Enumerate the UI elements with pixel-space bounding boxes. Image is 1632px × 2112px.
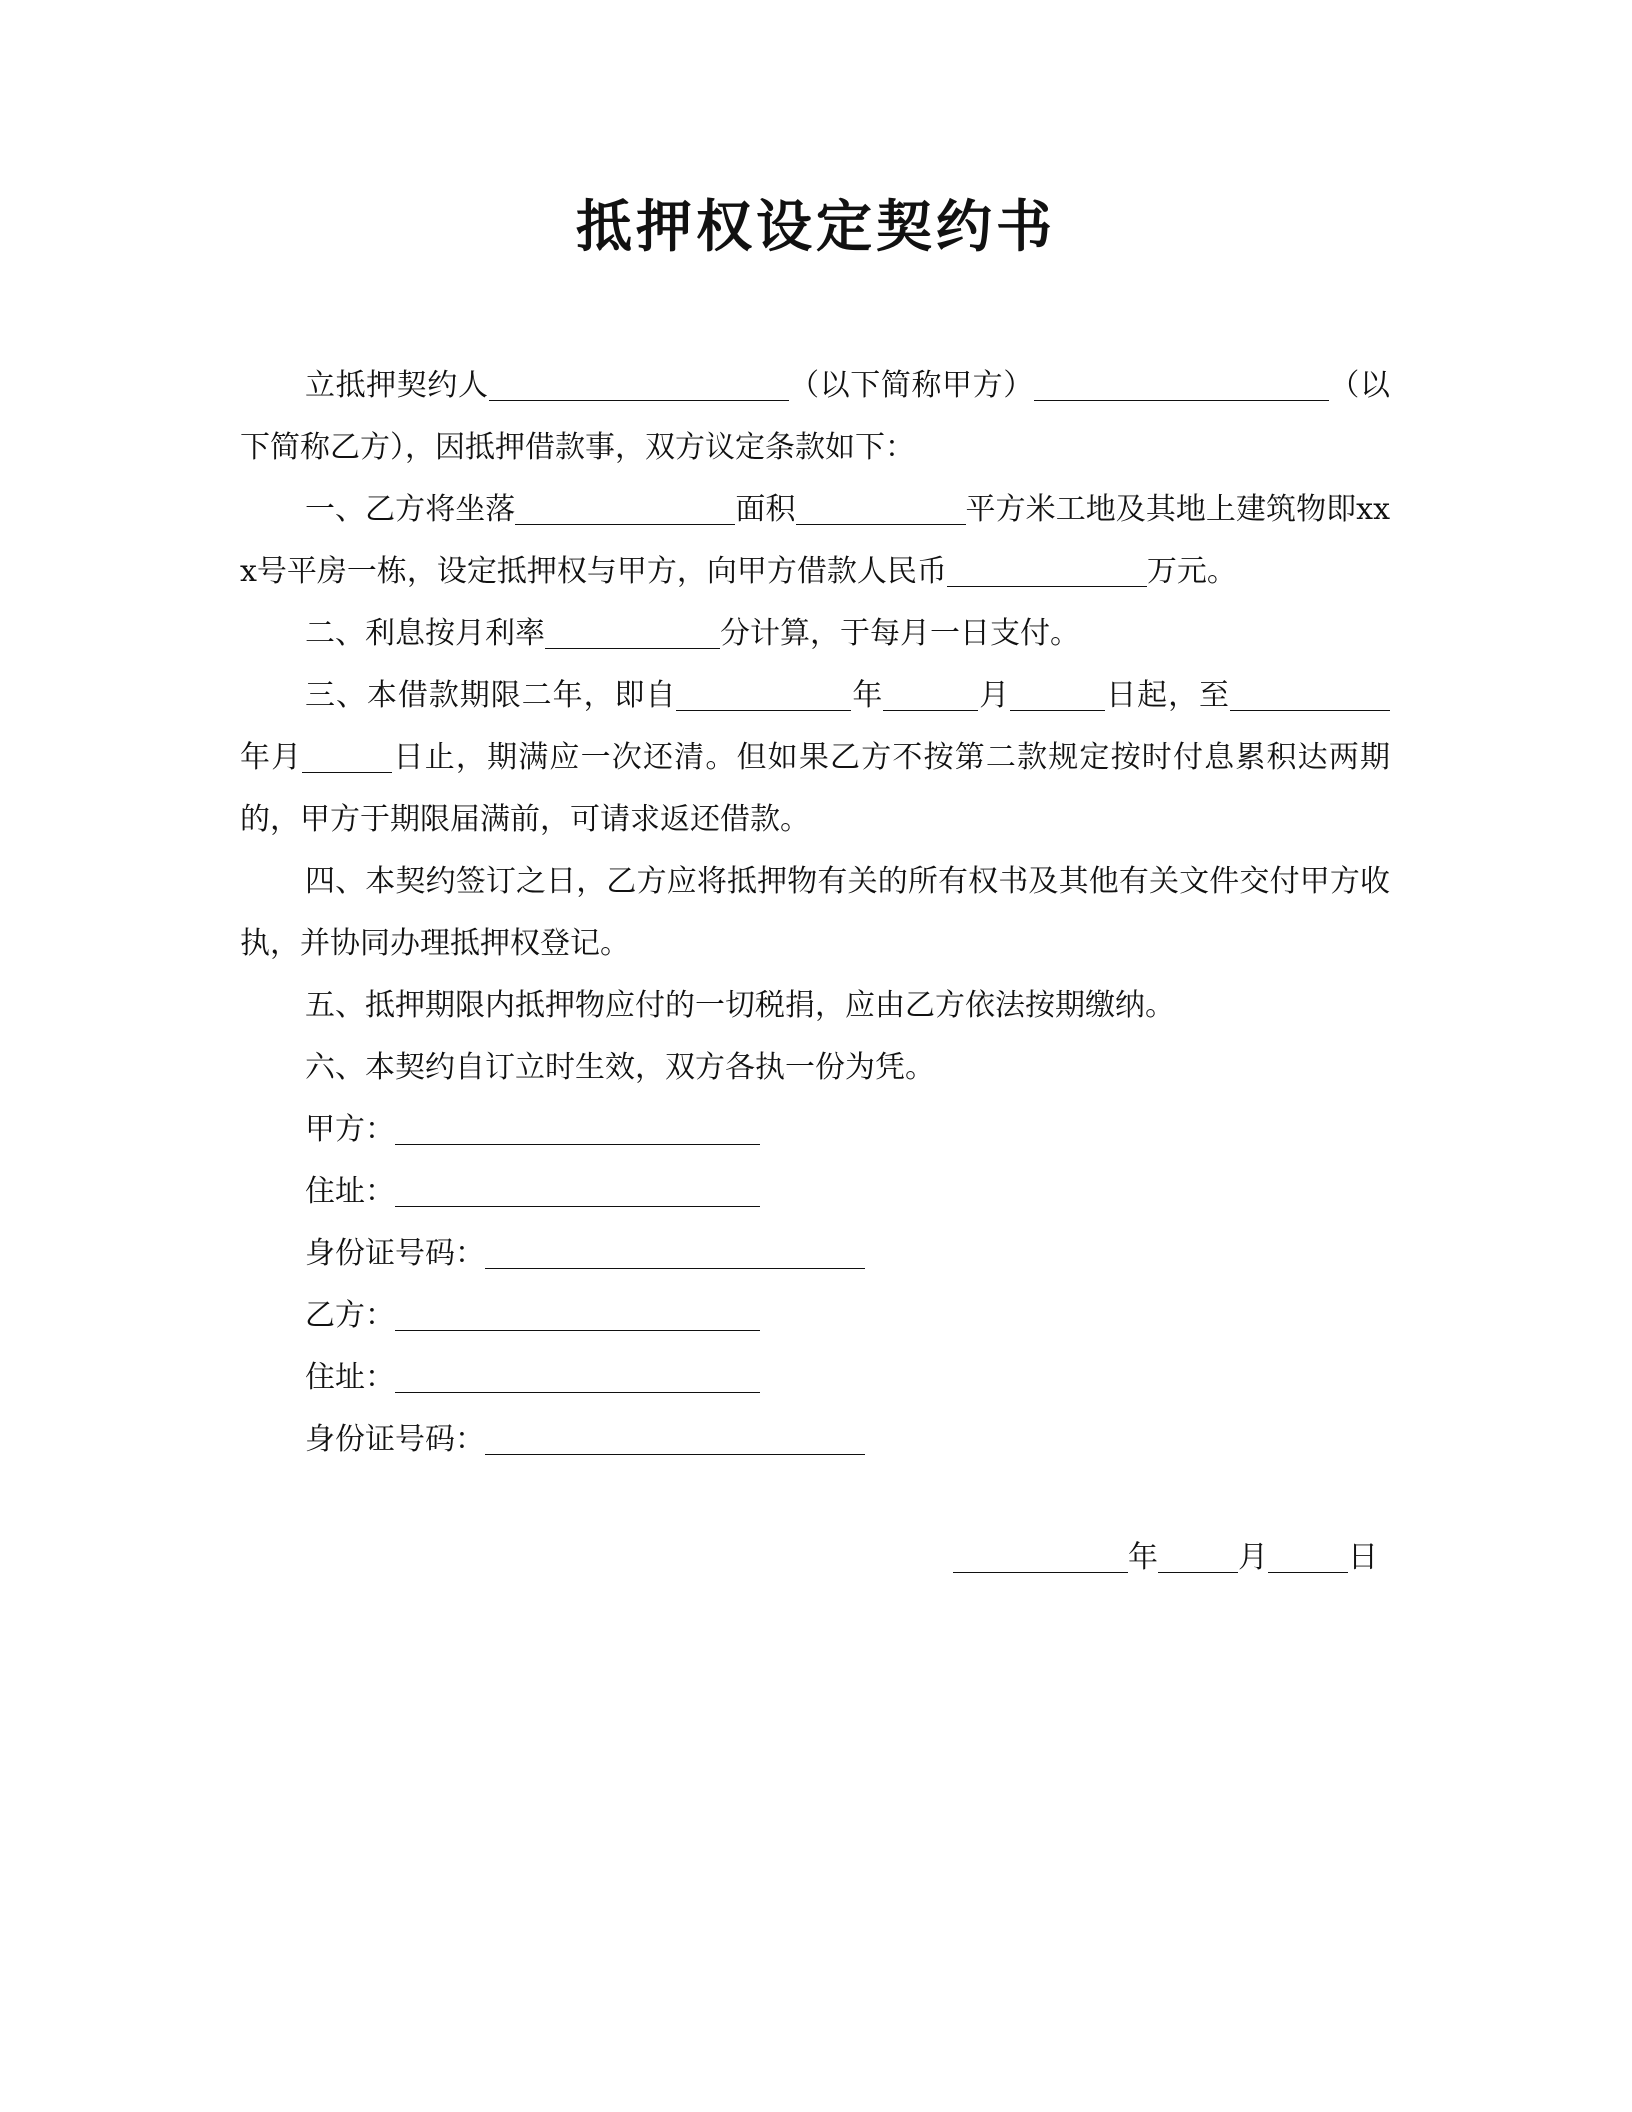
clause-2-text-2: 分计算，于每月一日支付。 [720,616,1080,651]
clause-3-text-7: 日止，期满应一次还清。但如果乙方不按第二款规定按时付息累积达两期的，甲方于期限届满前，可请求返还借款。 [240,740,1391,837]
party-a-name-blank [489,370,789,401]
party-a-signature-blank [395,1114,760,1145]
start-day-blank [1010,680,1105,711]
start-year-blank [676,680,851,711]
party-a-id-label: 身份证号码： [305,1236,485,1271]
party-a-signature-line [240,1099,1390,1161]
clause-1-text-3: 平方米工地及其地上建筑物即xx x号平房一栋，设定抵押权与甲方，向甲方借款人民币 [240,492,1391,589]
intro-paragraph [240,355,1390,479]
party-a-id-blank [485,1238,865,1269]
party-b-id-label: 身份证号码： [305,1422,485,1457]
date-month-label: 月 [1238,1540,1268,1575]
clause-3-text-1: 三、本借款期限二年，即自 [305,678,677,713]
party-a-label: 甲方： [305,1112,395,1147]
party-a-address-label: 住址： [305,1174,395,1209]
date-month-blank [1158,1542,1238,1573]
date-year-label: 年 [1128,1540,1158,1575]
intro-text-2: （以下简称甲方） [788,368,1034,403]
party-b-id-line [240,1409,1390,1471]
clause-2-text-1: 二、利息按月利率 [305,616,545,651]
party-b-signature-blank [395,1300,760,1331]
party-b-address-label: 住址： [305,1360,395,1395]
end-day-blank [302,742,392,773]
loan-amount-blank [947,556,1147,587]
party-a-address-line [240,1161,1390,1223]
document-title: 抵押权设定契约书 [576,195,1056,260]
party-a-address-blank [395,1176,760,1207]
clause-5: 五、抵押期限内抵押物应付的一切税捐，应由乙方依法按期缴纳。 [305,988,1175,1023]
end-year-blank [1230,680,1390,711]
clause-1 [240,479,1390,603]
start-month-blank [883,680,978,711]
intro-text-3: （以下简称乙方），因抵押借款事，双方议定条款如下： [240,368,1391,465]
signing-date-line [953,1527,1378,1589]
party-b-id-blank [485,1424,865,1455]
clause-3-text-5: 年 [240,740,272,775]
party-b-address-line [240,1347,1390,1409]
clause-3 [240,665,1390,851]
clause-3-text-6: 月 [271,740,303,775]
clause-2 [240,603,1390,665]
party-b-label: 乙方： [305,1298,395,1333]
date-day-label: 日 [1348,1540,1378,1575]
intro-text-1: 立抵押契约人 [305,368,489,403]
clause-3-text-4: 日起，至 [1105,678,1231,713]
interest-rate-blank [545,618,720,649]
clause-1-text-1: 一、乙方将坐落 [305,492,516,527]
clause-6: 六、本契约自订立时生效，双方各执一份为凭。 [305,1050,935,1085]
location-blank [515,494,735,525]
clause-1-text-4: 万元。 [1146,554,1237,589]
clause-3-text-2: 年 [851,678,884,713]
date-day-blank [1268,1542,1348,1573]
date-year-blank [953,1542,1128,1573]
clause-4: 四、本契约签订之日，乙方应将抵押物有关的所有权书及其他有关文件交付甲方收执，并协同办理抵押权登记。 [240,864,1390,961]
clause-1-text-2: 面积 [735,492,796,527]
document-body [240,355,1390,1471]
party-a-id-line [240,1223,1390,1285]
party-b-address-blank [395,1362,760,1393]
party-b-name-blank [1034,370,1329,401]
area-blank [796,494,966,525]
party-b-signature-line [240,1285,1390,1347]
clause-3-text-3: 月 [978,678,1011,713]
